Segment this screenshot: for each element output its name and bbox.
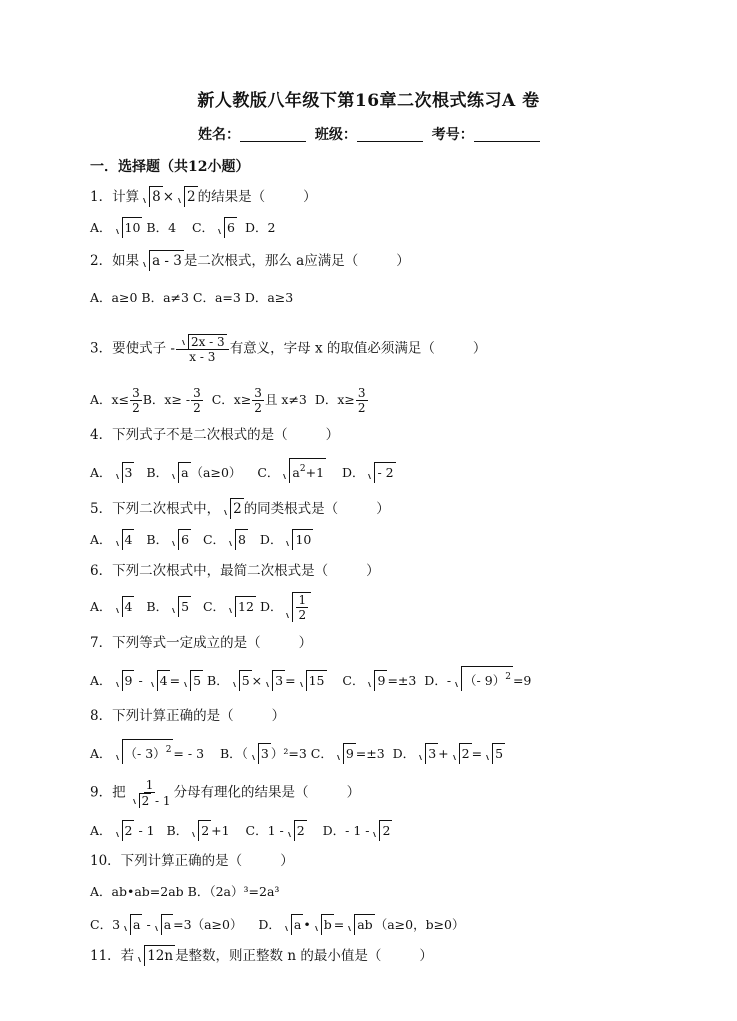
question-5-options: A． 4 B． 6 C． 8 D． 10 [90,529,313,550]
question-6-options: A． 4 B． 5 C． 12 D． $\frac{1}{2}$ [90,592,311,622]
question-11: 11．若 12n 是整数，则正整数 n 的最小值是（ ） [90,945,433,966]
question-6: 6．下列二次根式中，最简二次根式是（ ） [90,563,380,579]
question-1-options: A． 10 B．4 C． 6 D．2 [90,217,275,238]
question-8-options: A． （- 3）$^2$ = - 3 B．（ 3 ）²=3 C． 9 =±3 D． 3 + 2 = 5 [90,739,505,764]
question-10-options-2: C．3 a - a =3（a≥0） D． a • b = ab （a≥0，b≥0） [90,914,465,935]
question-3: 3．要使式子 - $\frac{2x - 3}{x - 3}$ 有意义，字母 x 的取值必须满足（ ） [90,335,487,364]
question-3-options: A．x≤ $\frac{3}{2}$ B．x≥ - $\frac{3}{2}$ C．x≥ $\frac{3}{2}$ 且 x≠3 D．x≥ $\frac{3}{2}$ [90,386,366,415]
section-heading: 一．选择题（共12小题） [90,159,250,175]
question-5: 5．下列二次根式中， 2 的同类根式是（ ） [90,498,390,519]
exam-blank[interactable] [474,127,540,142]
question-8: 8．下列计算正确的是（ ） [90,708,286,724]
question-9-options: A． 2 - 1 B． 2 +1 C．1 - 2 D．- 1 - 2 [90,820,392,841]
name-blank[interactable] [240,127,306,142]
question-1: 1．计算 8 × 2 的结果是（ ） [90,186,317,207]
question-4: 4．下列式子不是二次根式的是（ ） [90,427,340,443]
page-title: 新人教版八年级下第16章二次根式练习A 卷 [197,91,540,111]
question-2-options: A．a≥0 B．a≠3 C．a=3 D．a≥3 [90,290,294,305]
question-10: 10．下列计算正确的是（ ） [90,853,294,869]
exam-label: 考号： [431,127,474,143]
question-7: 7．下列等式一定成立的是（ ） [90,635,313,651]
question-9: 9．把 $\frac{1}{2 - 1}$ 分母有理化的结果是（ ） [90,778,361,808]
class-label: 班级： [314,127,357,143]
name-label: 姓名： [198,127,240,143]
question-7-options: A． 9 - 4 = 5 B． 5 × 3 = 15 C． 9 =±3 D．- （- 9）$^2$ =9 [90,666,531,691]
question-10-options-1: A．ab•ab=2ab B．（2a）³=2a³ [90,884,280,899]
class-blank[interactable] [357,127,423,142]
student-info [198,124,544,144]
question-2: 2．如果 a - 3 是二次根式，那么 a应满足（ ） [90,250,410,271]
question-4-options: A． 3 B． a （a≥0） C． $a^2+1$ D． - 2 [90,458,396,483]
